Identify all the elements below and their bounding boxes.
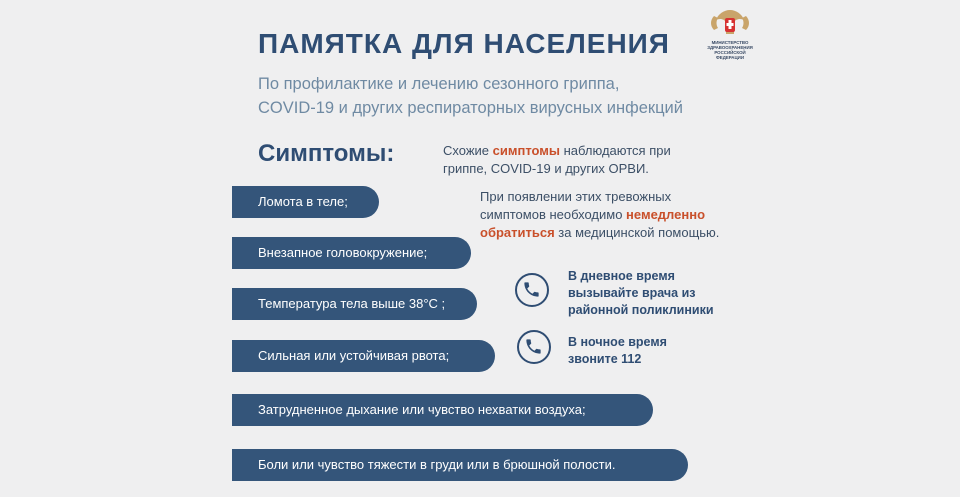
daytime-line-1: В дневное время bbox=[568, 269, 675, 283]
similar-note-highlight: симптомы bbox=[492, 143, 561, 158]
alarm-note-highlight-2: обратиться bbox=[480, 225, 555, 240]
page-title: ПАМЯТКА ДЛЯ НАСЕЛЕНИЯ bbox=[258, 28, 670, 59]
alarm-note-text-2: за медицинской помощью. bbox=[554, 225, 720, 240]
ministry-logo-text: МИНИСТЕРСТВО ЗДРАВООХРАНЕНИЯ РОССИЙСКОЙ ФЕДЕРАЦИИ bbox=[707, 40, 753, 60]
emblem-icon bbox=[700, 6, 760, 40]
phone-icon bbox=[515, 273, 549, 307]
symptom-item: Температура тела выше 38°С ; bbox=[232, 288, 477, 320]
similar-note-text-2: наблюдаются при bbox=[560, 143, 671, 158]
subtitle-line-2: COVID-19 и других респираторных вирусных инфекций bbox=[258, 99, 683, 117]
symptom-item: Ломота в теле; bbox=[232, 186, 379, 218]
daytime-line-3: районной поликлиники bbox=[568, 303, 714, 317]
daytime-line-2: вызывайте врача из bbox=[568, 286, 696, 300]
alarm-note-line-2 bbox=[480, 206, 719, 224]
alarm-note-line-3 bbox=[480, 224, 719, 242]
symptom-item: Затрудненное дыхание или чувство нехватки воздуха; bbox=[232, 394, 653, 426]
similar-note-line-1 bbox=[443, 142, 671, 160]
alarm-note-line-1: При появлении этих тревожных bbox=[480, 189, 672, 204]
alarm-note-highlight-1: немедленно bbox=[626, 207, 706, 222]
symptoms-heading: Симптомы: bbox=[258, 140, 395, 167]
nighttime-contact bbox=[568, 334, 667, 368]
symptom-item: Сильная или устойчивая рвота; bbox=[232, 340, 495, 372]
nighttime-line-2: звоните 112 bbox=[568, 352, 642, 366]
symptom-item: Внезапное головокружение; bbox=[232, 237, 471, 269]
alarm-note bbox=[480, 188, 719, 242]
daytime-contact bbox=[568, 268, 714, 319]
similar-symptoms-note bbox=[443, 142, 671, 178]
subtitle-line-1: По профилактике и лечению сезонного гриппа, bbox=[258, 75, 620, 93]
ministry-logo bbox=[700, 6, 760, 60]
symptom-item: Боли или чувство тяжести в груди или в брюшной полости. bbox=[232, 449, 688, 481]
similar-note-line-2: гриппе, COVID-19 и других ОРВИ. bbox=[443, 161, 649, 176]
alarm-note-text: симптомов необходимо bbox=[480, 207, 627, 222]
similar-note-text: Схожие bbox=[443, 143, 493, 158]
page-subtitle bbox=[258, 72, 683, 120]
nighttime-line-1: В ночное время bbox=[568, 335, 667, 349]
phone-icon bbox=[517, 330, 551, 364]
